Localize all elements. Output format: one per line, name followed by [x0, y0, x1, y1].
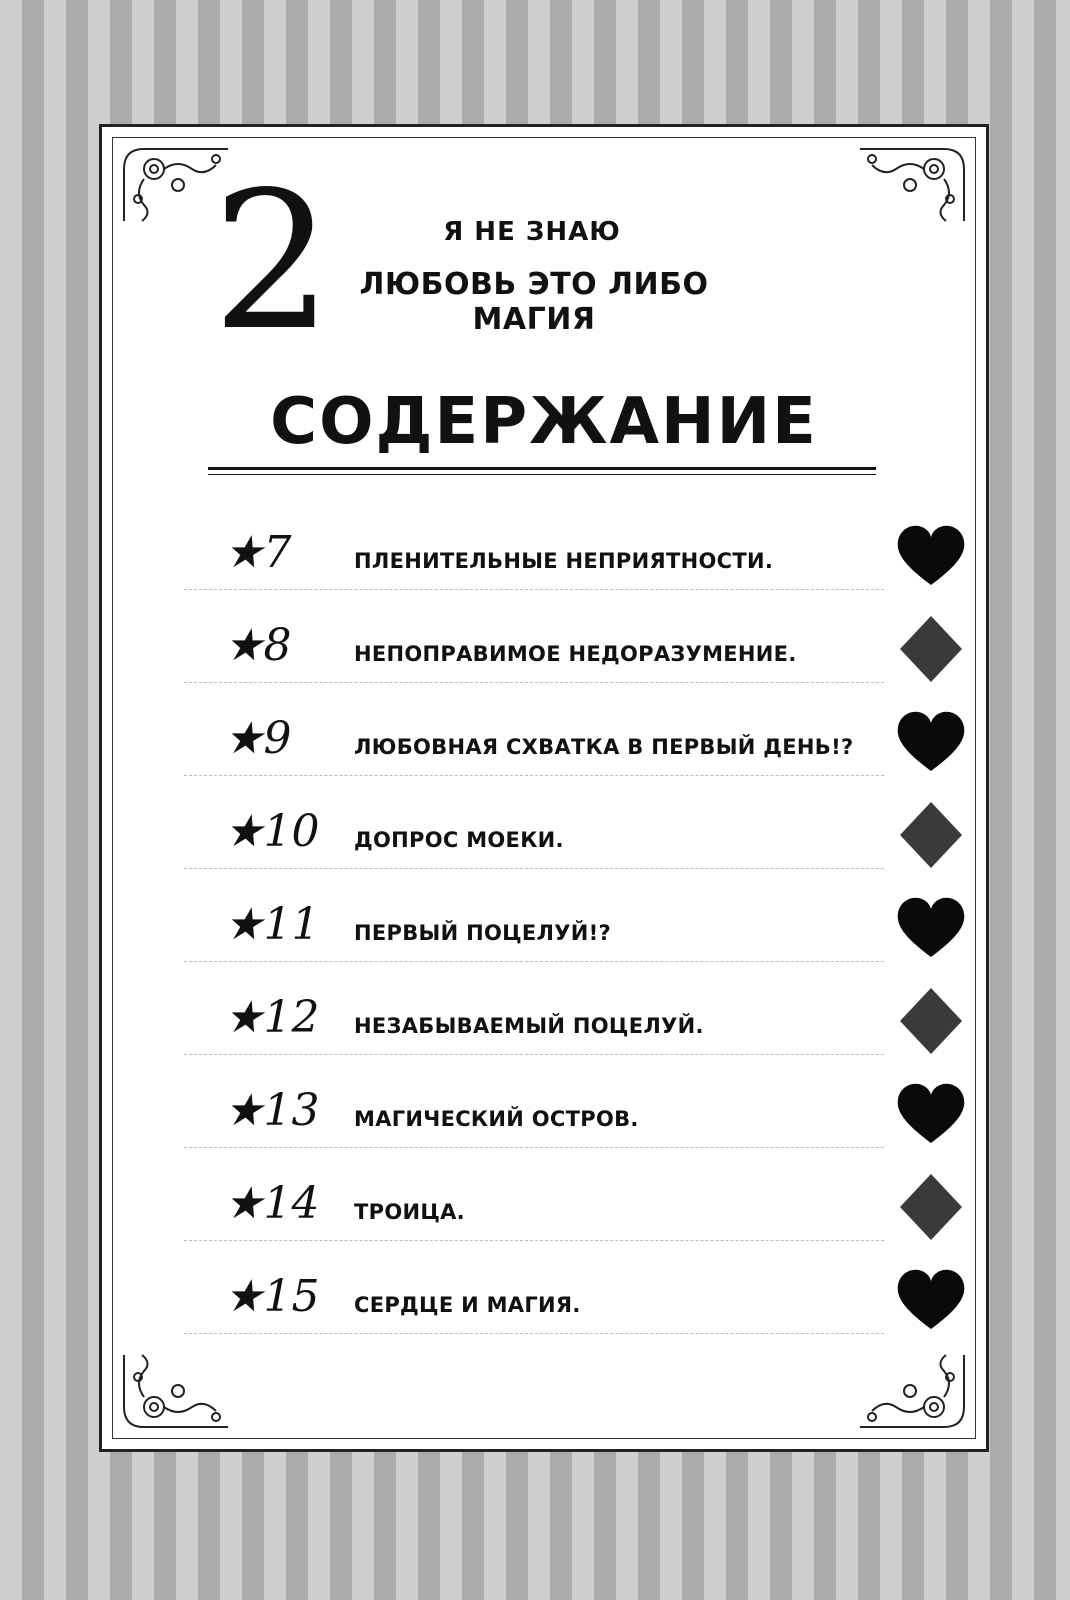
chapter-number: ★9 — [224, 713, 292, 764]
dashed-divider — [184, 868, 884, 869]
heart-icon — [894, 1265, 968, 1335]
chapter-title: МАГИЧЕСКИЙ ОСТРОВ. — [354, 1107, 639, 1131]
dashed-divider — [184, 589, 884, 590]
chapter-number: ★8 — [224, 620, 292, 671]
toc-row — [184, 972, 884, 1065]
toc-row — [184, 786, 884, 879]
chapter-number: ★11 — [224, 899, 320, 950]
dashed-divider — [184, 1333, 884, 1334]
chapter-number: ★12 — [224, 992, 320, 1043]
corner-ornament-icon — [116, 1347, 236, 1437]
dashed-divider — [184, 775, 884, 776]
chapter-title: ЛЮБОВНАЯ СХВАТКА В ПЕРВЫЙ ДЕНЬ!? — [354, 735, 854, 759]
diamond-icon — [894, 800, 968, 870]
diamond-icon — [894, 1172, 968, 1242]
heart-icon — [894, 893, 968, 963]
chapter-number: ★14 — [224, 1178, 320, 1229]
chapter-title: НЕЗАБЫВАЕМЫЙ ПОЦЕЛУЙ. — [354, 1014, 704, 1038]
table-of-contents — [184, 507, 884, 1344]
subtitle-line-1: Я НЕ ЗНАЮ — [443, 217, 621, 247]
contents-page — [99, 124, 989, 1452]
heading-divider — [208, 467, 876, 475]
corner-ornament-icon — [852, 1347, 972, 1437]
chapter-title: НЕПОПРАВИМОЕ НЕДОРАЗУМЕНИЕ. — [354, 642, 797, 666]
contents-heading: СОДЕРЖАНИЕ — [270, 385, 818, 459]
toc-row — [184, 879, 884, 972]
chapter-title: ПЕРВЫЙ ПОЦЕЛУЙ!? — [354, 921, 611, 945]
toc-row — [184, 507, 884, 600]
chapter-title: ПЛЕНИТЕЛЬНЫЕ НЕПРИЯТНОСТИ. — [354, 549, 774, 573]
corner-ornament-icon — [852, 139, 972, 229]
chapter-title: СЕРДЦЕ И МАГИЯ. — [354, 1293, 581, 1317]
dashed-divider — [184, 1147, 884, 1148]
chapter-number: ★13 — [224, 1085, 320, 1136]
dashed-divider — [184, 1240, 884, 1241]
chapter-title: ТРОИЦА. — [354, 1200, 465, 1224]
volume-number: 2 — [212, 151, 333, 372]
chapter-number: ★15 — [224, 1271, 320, 1322]
toc-row — [184, 1158, 884, 1251]
toc-row — [184, 693, 884, 786]
dashed-divider — [184, 1054, 884, 1055]
diamond-icon — [894, 986, 968, 1056]
toc-row — [184, 1065, 884, 1158]
diamond-icon — [894, 614, 968, 684]
heart-icon — [894, 707, 968, 777]
subtitle-line-2: ЛЮБОВЬ ЭТО ЛИБО МАГИЯ — [359, 267, 709, 337]
toc-row — [184, 600, 884, 693]
chapter-number: ★10 — [224, 806, 320, 857]
heart-icon — [894, 1079, 968, 1149]
chapter-title: ДОПРОС МОЕКИ. — [354, 828, 564, 852]
toc-row — [184, 1251, 884, 1344]
dashed-divider — [184, 961, 884, 962]
dashed-divider — [184, 682, 884, 683]
chapter-number: ★7 — [224, 527, 292, 578]
heart-icon — [894, 521, 968, 591]
